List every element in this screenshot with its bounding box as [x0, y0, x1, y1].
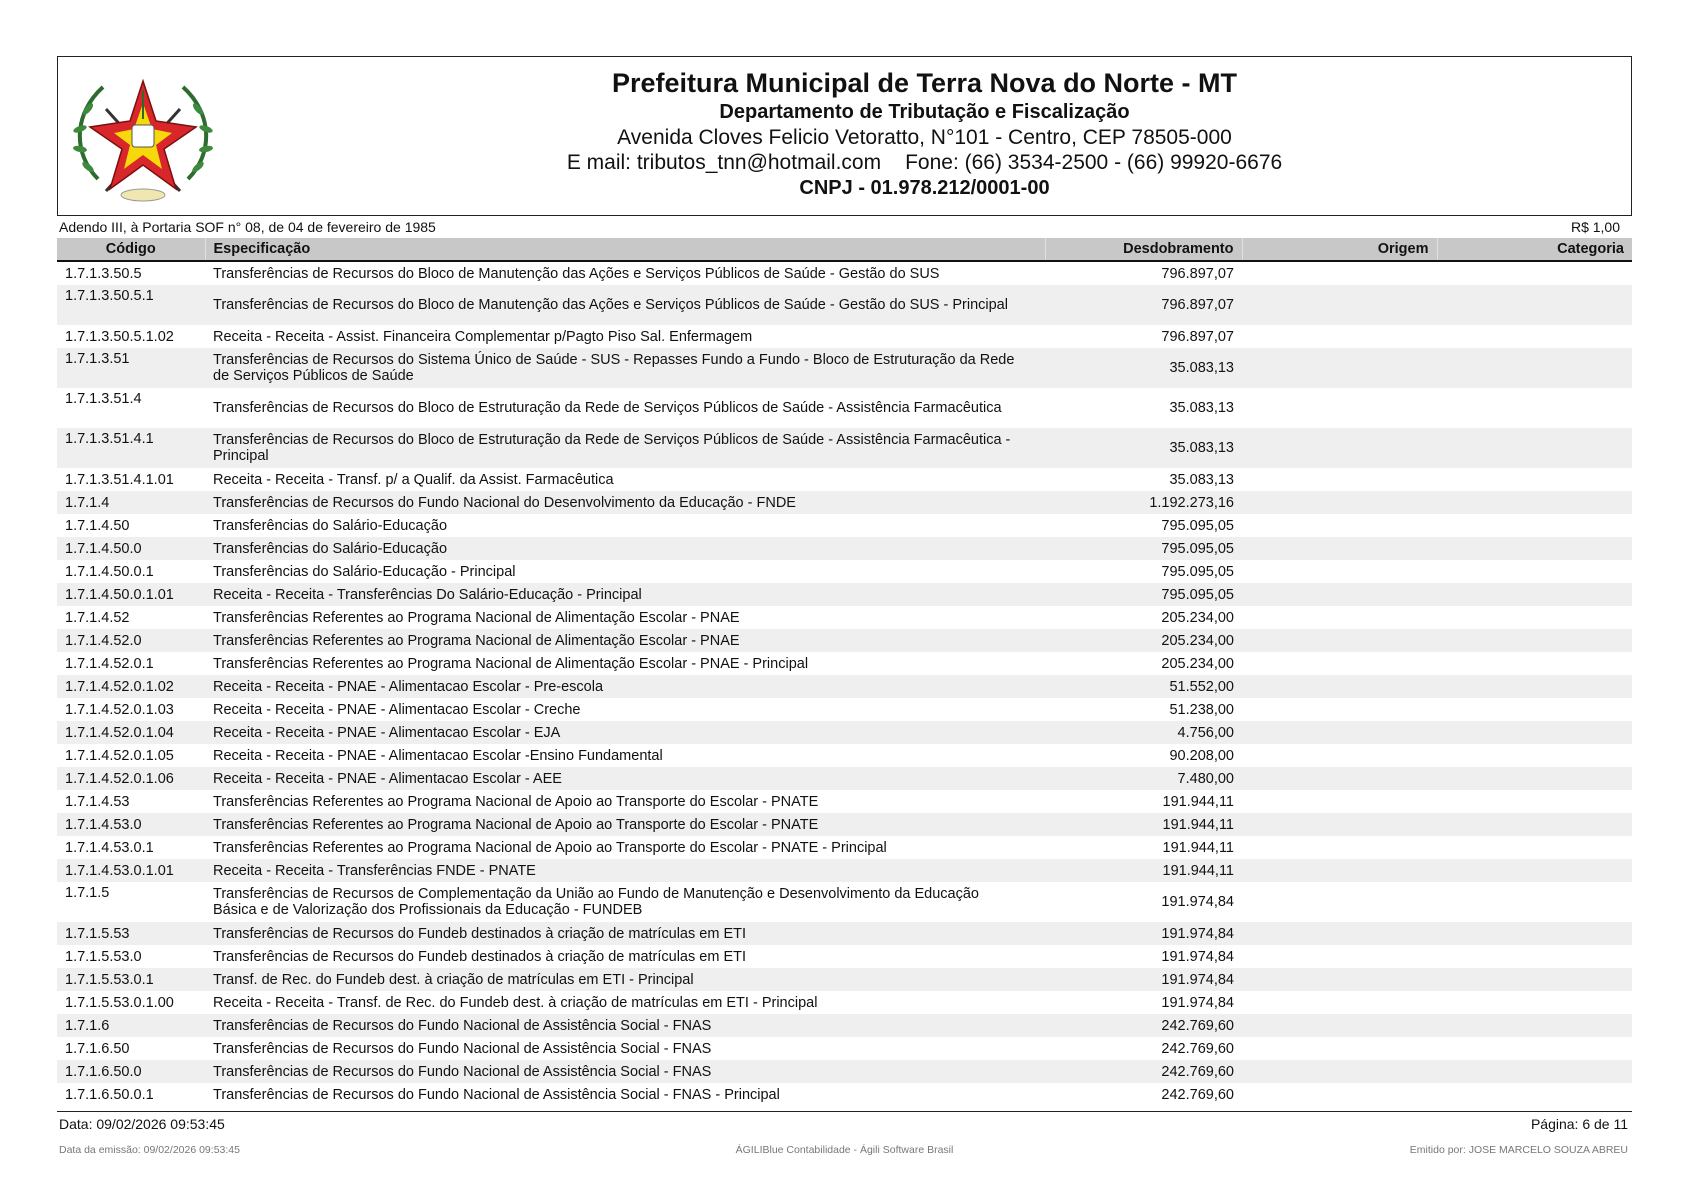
categoria-cell — [1437, 468, 1632, 491]
table-row — [57, 428, 1632, 468]
categoria-cell — [1437, 1037, 1632, 1060]
desdobramento-cell: 242.769,60 — [1161, 1040, 1234, 1057]
origem-cell — [1242, 537, 1437, 560]
column-header-especificacao: Especificação — [205, 238, 1045, 261]
categoria-cell — [1437, 1083, 1632, 1106]
categoria-cell — [1437, 285, 1632, 325]
categoria-cell — [1437, 836, 1632, 859]
table-row — [57, 388, 1632, 428]
origem-cell — [1242, 1060, 1437, 1083]
origem-cell — [1242, 721, 1437, 744]
desdobramento-cell: 205.234,00 — [1161, 655, 1234, 672]
especificacao-cell: Transferências de Recursos do Fundo Nacional de Assistência Social - FNAS — [205, 1060, 1045, 1083]
footer-small-row — [57, 1143, 1632, 1157]
categoria-cell — [1437, 606, 1632, 629]
column-header-desdobramento: Desdobramento — [1045, 238, 1242, 261]
portaria-reference: Adendo III, à Portaria SOF n° 08, de 04 de fevereiro de 1985 — [59, 219, 436, 235]
origem-cell — [1242, 428, 1437, 468]
especificacao-cell: Receita - Receita - PNAE - Alimentacao Escolar - Pre-escola — [205, 675, 1045, 698]
categoria-cell — [1437, 991, 1632, 1014]
especificacao-cell: Transferências de Recursos do Fundeb destinados à criação de matrículas em ETI — [205, 922, 1045, 945]
table-header-row — [57, 238, 1632, 261]
origem-cell — [1242, 836, 1437, 859]
especificacao-cell: Transferências do Salário-Educação — [205, 537, 1045, 560]
table-row — [57, 325, 1632, 348]
desdobramento-cell: 35.083,13 — [1045, 428, 1242, 468]
desdobramento-cell: 51.238,00 — [1169, 701, 1234, 718]
origem-cell — [1242, 629, 1437, 652]
categoria-cell — [1437, 325, 1632, 348]
categoria-cell — [1437, 1060, 1632, 1083]
table-row — [57, 537, 1632, 560]
especificacao-cell: Transferências de Recursos do Fundo Nacional de Assistência Social - FNAS — [205, 1014, 1045, 1037]
especificacao-cell: Receita - Receita - Transf. p/ a Qualif. da Assist. Farmacêutica — [213, 471, 614, 488]
desdobramento-cell: 242.769,60 — [1161, 1086, 1234, 1103]
desdobramento-cell: 191.944,11 — [1045, 813, 1242, 836]
desdobramento-cell: 242.769,60 — [1045, 1014, 1242, 1037]
especificacao-cell: Transferências de Recursos do Fundo Nacional de Assistência Social - FNAS - Principal — [213, 1086, 780, 1103]
codigo-cell: 1.7.1.4.52.0.1.03 — [65, 701, 174, 718]
origem-cell — [1242, 767, 1437, 790]
especificacao-cell: Transferências de Recursos do Bloco de Manutenção das Ações e Serviços Públicos de Saúde - Gestão do SUS — [213, 265, 940, 282]
especificacao-cell: Transferências do Salário-Educação — [213, 517, 448, 534]
categoria-cell — [1437, 560, 1632, 583]
desdobramento-cell: 795.095,05 — [1045, 537, 1242, 560]
codigo-cell: 1.7.1.4.53.0.1 — [65, 839, 154, 856]
categoria-cell — [1437, 968, 1632, 991]
origem-cell — [1242, 560, 1437, 583]
table-row — [57, 675, 1632, 698]
codigo-cell: 1.7.1.4.53.0 — [57, 813, 205, 836]
origem-cell — [1242, 652, 1437, 675]
origem-cell — [1242, 991, 1437, 1014]
desdobramento-cell: 191.974,84 — [1045, 968, 1242, 991]
table-row — [57, 348, 1632, 388]
table-row — [57, 491, 1632, 514]
table-row — [57, 583, 1632, 606]
especificacao-cell: Transferências do Salário-Educação - Principal — [213, 563, 516, 580]
codigo-cell: 1.7.1.4.50.0.1.01 — [57, 583, 205, 606]
table-row — [57, 1014, 1632, 1037]
desdobramento-cell: 4.756,00 — [1045, 721, 1242, 744]
categoria-cell — [1437, 744, 1632, 767]
origem-cell — [1242, 514, 1437, 537]
codigo-cell: 1.7.1.3.50.5.1.02 — [65, 328, 174, 345]
table-row — [57, 836, 1632, 859]
especificacao-cell: Transferências Referentes ao Programa Nacional de Apoio ao Transporte do Escolar - PNATE — [205, 813, 1045, 836]
codigo-cell: 1.7.1.4.52.0 — [57, 629, 205, 652]
desdobramento-cell: 191.974,84 — [1161, 994, 1234, 1011]
codigo-cell: 1.7.1.4.52.0.1.02 — [57, 675, 205, 698]
especificacao-cell: Transferências Referentes ao Programa Nacional de Apoio ao Transporte do Escolar - PNATE — [213, 793, 819, 810]
especificacao-cell: Receita - Receita - Transferências Do Salário-Educação - Principal — [205, 583, 1045, 606]
categoria-cell — [1437, 675, 1632, 698]
desdobramento-cell: 7.480,00 — [1045, 767, 1242, 790]
origem-cell — [1242, 882, 1437, 922]
revenue-table — [57, 238, 1632, 1106]
codigo-cell: 1.7.1.4.50.0 — [57, 537, 205, 560]
categoria-cell — [1437, 945, 1632, 968]
especificacao-cell: Transferências de Recursos do Bloco de Manutenção das Ações e Serviços Públicos de Saúde - Gestão do SUS - Principal — [205, 285, 1045, 325]
categoria-cell — [1437, 514, 1632, 537]
categoria-cell — [1437, 698, 1632, 721]
currency-unit: R$ 1,00 — [1570, 219, 1620, 235]
origem-cell — [1242, 285, 1437, 325]
codigo-cell: 1.7.1.4.53 — [65, 793, 130, 810]
origem-cell — [1242, 922, 1437, 945]
categoria-cell — [1437, 790, 1632, 813]
page-number: Página: 6 de 11 — [1530, 1116, 1628, 1132]
codigo-cell: 1.7.1.3.51.4.1 — [57, 428, 205, 468]
codigo-cell: 1.7.1.6.50.0 — [57, 1060, 205, 1083]
table-row — [57, 652, 1632, 675]
codigo-cell: 1.7.1.4.52.0.1.04 — [57, 721, 205, 744]
table-row — [57, 629, 1632, 652]
especificacao-cell: Receita - Receita - PNAE - Alimentacao Escolar -Ensino Fundamental — [213, 747, 663, 764]
desdobramento-cell: 35.083,13 — [1045, 348, 1242, 388]
table-row — [57, 859, 1632, 882]
table-row — [57, 1037, 1632, 1060]
table-row — [57, 790, 1632, 813]
especificacao-cell: Transf. de Rec. do Fundeb dest. à criação de matrículas em ETI - Principal — [205, 968, 1045, 991]
desdobramento-cell: 796.897,07 — [1161, 265, 1234, 282]
table-body — [57, 261, 1632, 1106]
origem-cell — [1242, 859, 1437, 882]
categoria-cell — [1437, 1014, 1632, 1037]
origem-cell — [1242, 583, 1437, 606]
origem-cell — [1242, 325, 1437, 348]
desdobramento-cell: 191.944,11 — [1045, 859, 1242, 882]
header-text-block — [218, 67, 1631, 201]
especificacao-cell: Transferências de Recursos do Bloco de Estruturação da Rede de Serviços Públicos de Saúde - Assistência Farmacêutica — [213, 400, 1002, 416]
codigo-cell: 1.7.1.3.50.5.1 — [57, 285, 205, 325]
table-row — [57, 285, 1632, 325]
categoria-cell — [1437, 348, 1632, 388]
column-header-codigo: Código — [57, 238, 205, 261]
issuer-name: Emitido por: JOSE MARCELO SOUZA ABREU — [1409, 1144, 1628, 1156]
origem-cell — [1242, 468, 1437, 491]
table-row — [57, 767, 1632, 790]
especificacao-cell: Receita - Receita - PNAE - Alimentacao Escolar - Creche — [213, 701, 581, 718]
codigo-cell: 1.7.1.3.50.5 — [65, 265, 142, 282]
codigo-cell: 1.7.1.5 — [65, 885, 110, 901]
especificacao-cell: Transferências Referentes ao Programa Nacional de Alimentação Escolar - PNAE — [205, 629, 1045, 652]
municipal-crest-icon — [68, 69, 218, 207]
codigo-cell: 1.7.1.4 — [57, 491, 205, 514]
report-date: Data: 09/02/2026 09:53:45 — [59, 1116, 225, 1132]
table-row — [57, 261, 1632, 285]
origem-cell — [1242, 698, 1437, 721]
especificacao-cell: Transferências de Recursos do Fundo Nacional de Assistência Social - FNAS — [213, 1040, 712, 1057]
origem-cell — [1242, 945, 1437, 968]
especificacao-cell: Transferências Referentes ao Programa Nacional de Apoio ao Transporte do Escolar - PNATE - Principal — [213, 839, 887, 856]
footer-row — [57, 1114, 1632, 1134]
especificacao-cell: Transferências de Recursos do Fundeb destinados à criação de matrículas em ETI — [213, 948, 747, 965]
desdobramento-cell: 191.974,84 — [1045, 922, 1242, 945]
categoria-cell — [1437, 537, 1632, 560]
codigo-cell: 1.7.1.3.51.4.1.01 — [65, 471, 174, 488]
desdobramento-cell: 191.944,11 — [1162, 793, 1234, 810]
table-row — [57, 514, 1632, 537]
desdobramento-cell: 205.234,00 — [1161, 609, 1234, 626]
categoria-cell — [1437, 721, 1632, 744]
categoria-cell — [1437, 491, 1632, 514]
especificacao-cell: Transferências de Recursos do Sistema Único de Saúde - SUS - Repasses Fundo a Fundo - Bloco de Estruturação da Rede de Serviços Públicos de Saúde — [205, 348, 1045, 388]
categoria-cell — [1437, 428, 1632, 468]
desdobramento-cell: 205.234,00 — [1045, 629, 1242, 652]
categoria-cell — [1437, 882, 1632, 922]
origem-cell — [1242, 606, 1437, 629]
codigo-cell: 1.7.1.4.52.0.1.05 — [65, 747, 174, 764]
desdobramento-cell: 242.769,60 — [1045, 1060, 1242, 1083]
column-header-categoria: Categoria — [1437, 238, 1632, 261]
origem-cell — [1242, 491, 1437, 514]
email-text: E mail: tributos_tnn@hotmail.com — [566, 151, 882, 174]
origem-cell — [1242, 1014, 1437, 1037]
codigo-cell: 1.7.1.4.53.0.1.01 — [57, 859, 205, 882]
desdobramento-cell: 795.095,05 — [1161, 517, 1234, 534]
categoria-cell — [1437, 922, 1632, 945]
report-meta-row — [57, 218, 1632, 236]
desdobramento-cell: 796.897,07 — [1161, 328, 1234, 345]
phone-text: Fone: (66) 3534-2500 - (66) 99920-6676 — [905, 151, 1283, 174]
origem-cell — [1242, 790, 1437, 813]
categoria-cell — [1437, 652, 1632, 675]
especificacao-cell: Transferências de Recursos do Fundo Nacional do Desenvolvimento da Educação - FNDE — [205, 491, 1045, 514]
especificacao-cell: Transferências Referentes ao Programa Nacional de Alimentação Escolar - PNAE - Principal — [213, 655, 809, 672]
origem-cell — [1242, 968, 1437, 991]
codigo-cell: 1.7.1.5.53 — [57, 922, 205, 945]
codigo-cell: 1.7.1.5.53.0 — [65, 948, 142, 965]
table-row — [57, 968, 1632, 991]
table-row — [57, 698, 1632, 721]
address-line: Avenida Cloves Felicio Vetoratto, N°101 - Centro, CEP 78505-000 — [617, 126, 1232, 149]
desdobramento-cell: 51.552,00 — [1045, 675, 1242, 698]
desdobramento-cell: 35.083,13 — [1169, 471, 1234, 488]
cnpj-text: CNPJ - 01.978.212/0001-00 — [799, 177, 1050, 199]
column-header-origem: Origem — [1242, 238, 1437, 261]
especificacao-cell: Receita - Receita - Assist. Financeira Complementar p/Pagto Piso Sal. Enfermagem — [213, 328, 753, 345]
desdobramento-cell: 795.095,05 — [1161, 563, 1234, 580]
desdobramento-cell: 90.208,00 — [1169, 747, 1234, 764]
table-row — [57, 991, 1632, 1014]
desdobramento-cell: 191.974,84 — [1161, 948, 1234, 965]
table-row — [57, 721, 1632, 744]
codigo-cell: 1.7.1.4.50.0.1 — [65, 563, 154, 580]
origem-cell — [1242, 744, 1437, 767]
department-name: Departamento de Tributação e Fiscalização — [719, 101, 1130, 123]
table-row — [57, 606, 1632, 629]
table-row — [57, 813, 1632, 836]
origem-cell — [1242, 348, 1437, 388]
categoria-cell — [1437, 388, 1632, 428]
desdobramento-cell: 796.897,07 — [1045, 285, 1242, 325]
origem-cell — [1242, 1037, 1437, 1060]
categoria-cell — [1437, 629, 1632, 652]
table-row — [57, 1083, 1632, 1106]
especificacao-cell: Receita - Receita - PNAE - Alimentacao Escolar - AEE — [205, 767, 1045, 790]
codigo-cell: 1.7.1.4.52.0.1.06 — [57, 767, 205, 790]
especificacao-cell: Transferências Referentes ao Programa Nacional de Alimentação Escolar - PNAE — [213, 609, 740, 626]
table-row — [57, 560, 1632, 583]
categoria-cell — [1437, 859, 1632, 882]
origem-cell — [1242, 388, 1437, 428]
especificacao-cell: Transferências de Recursos de Complementação da União ao Fundo de Manutenção e Desenvolvimento da Educação Básica e de Valorização dos Profissionais da Educação - FUNDEB — [213, 886, 980, 918]
desdobramento-cell: 1.192.273,16 — [1045, 491, 1242, 514]
categoria-cell — [1437, 583, 1632, 606]
codigo-cell: 1.7.1.3.51 — [57, 348, 205, 388]
desdobramento-cell: 191.944,11 — [1162, 839, 1234, 856]
especificacao-cell: Receita - Receita - Transferências FNDE - PNATE — [205, 859, 1045, 882]
codigo-cell: 1.7.1.3.51.4 — [65, 391, 142, 407]
table-row — [57, 922, 1632, 945]
desdobramento-cell: 191.974,84 — [1161, 894, 1234, 910]
contact-line — [218, 150, 1631, 175]
codigo-cell: 1.7.1.6 — [57, 1014, 205, 1037]
software-name: ÁGILIBlue Contabilidade - Ágili Software Brasil — [735, 1144, 954, 1156]
categoria-cell — [1437, 813, 1632, 836]
codigo-cell: 1.7.1.4.52 — [65, 609, 130, 626]
origem-cell — [1242, 675, 1437, 698]
codigo-cell: 1.7.1.6.50 — [65, 1040, 130, 1057]
codigo-cell: 1.7.1.5.53.0.1 — [57, 968, 205, 991]
report-header — [57, 56, 1632, 216]
municipality-title: Prefeitura Municipal de Terra Nova do Norte - MT — [611, 68, 1238, 98]
table-row — [57, 1060, 1632, 1083]
origem-cell — [1242, 813, 1437, 836]
origem-cell — [1242, 1083, 1437, 1106]
categoria-cell — [1437, 261, 1632, 285]
desdobramento-cell: 795.095,05 — [1045, 583, 1242, 606]
table-row — [57, 945, 1632, 968]
codigo-cell: 1.7.1.5.53.0.1.00 — [65, 994, 174, 1011]
especificacao-cell: Transferências de Recursos do Bloco de Estruturação da Rede de Serviços Públicos de Saúde - Assistência Farmacêutica - Principal — [205, 428, 1045, 468]
footer-divider — [57, 1111, 1632, 1112]
origem-cell — [1242, 261, 1437, 285]
desdobramento-cell: 35.083,13 — [1169, 400, 1234, 416]
table-row — [57, 882, 1632, 922]
table-row — [57, 744, 1632, 767]
table-row — [57, 468, 1632, 491]
emission-date: Data da emissão: 09/02/2026 09:53:45 — [59, 1144, 240, 1156]
codigo-cell: 1.7.1.4.52.0.1 — [65, 655, 154, 672]
codigo-cell: 1.7.1.4.50 — [65, 517, 130, 534]
codigo-cell: 1.7.1.6.50.0.1 — [65, 1086, 154, 1103]
especificacao-cell: Receita - Receita - PNAE - Alimentacao Escolar - EJA — [205, 721, 1045, 744]
especificacao-cell: Receita - Receita - Transf. de Rec. do Fundeb dest. à criação de matrículas em ETI - Principal — [213, 994, 818, 1011]
categoria-cell — [1437, 767, 1632, 790]
